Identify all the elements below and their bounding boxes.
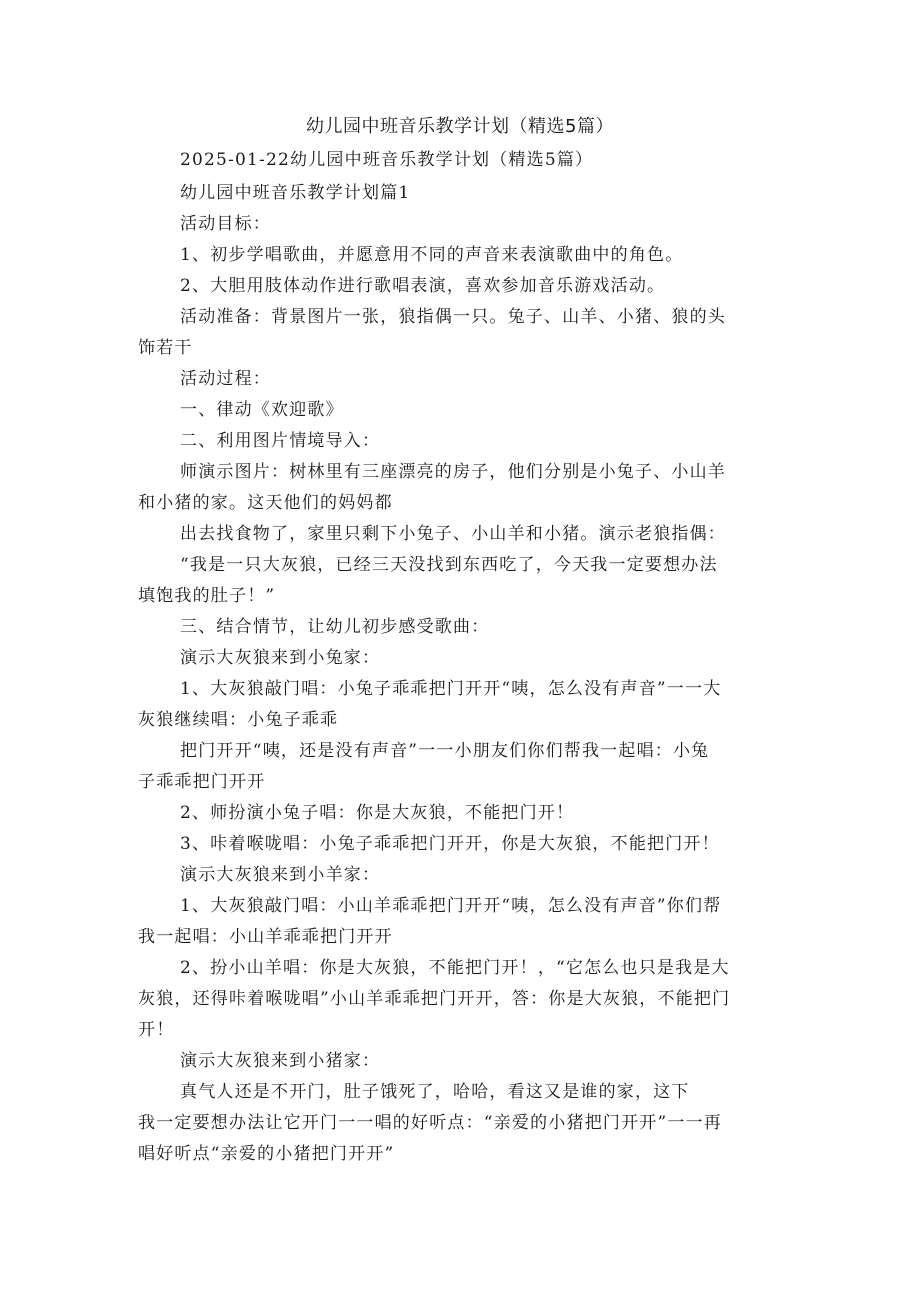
- paragraph-line: 三、结合情节，让幼儿初步感受歌曲：: [180, 617, 490, 637]
- paragraph-line: 2、大胆用肢体动作进行歌唱表演，喜欢参加音乐游戏活动。: [180, 276, 666, 296]
- paragraph-line: 活动准备：背景图片一张，狼指偶一只。兔子、山羊、小猪、狼的头: [180, 307, 726, 327]
- paragraph-line: 灰狼继续唱：小兔子乖乖: [138, 710, 339, 730]
- paragraph-line: 1、初步学唱歌曲，并愿意用不同的声音来表演歌曲中的角色。: [180, 245, 684, 265]
- paragraph-line: 1、大灰狼敲门唱：小山羊乖乖把门开开“咦，怎么没有声音”你们帮: [180, 896, 722, 916]
- paragraph-line: 出去找食物了，家里只剩下小兔子、小山羊和小猪。演示老狼指偶：: [180, 524, 726, 544]
- paragraph-line: 把门开开“咦，还是没有声音”一一小朋友们你们帮我一起唱：小兔: [180, 741, 710, 761]
- paragraph-line: 师演示图片：树林里有三座漂亮的房子，他们分别是小兔子、小山羊: [180, 462, 726, 482]
- paragraph-line: 唱好听点“亲爱的小猪把门开开”: [138, 1144, 395, 1164]
- paragraph-line: 灰狼，还得咔着喉咙唱”小山羊乖乖把门开开，答：你是大灰狼，不能把门: [138, 989, 731, 1009]
- paragraph-line: 二、利用图片情境导入：: [180, 431, 381, 451]
- paragraph-line: 演示大灰狼来到小猪家：: [180, 1051, 381, 1071]
- paragraph-line: 真气人还是不开门，肚子饿死了，哈哈，看这又是谁的家，这下: [180, 1082, 690, 1102]
- paragraph-line: 和小猪的家。这天他们的妈妈都: [138, 493, 393, 513]
- date-line: 2025-01-22幼儿园中班音乐教学计划（精选5篇）: [180, 150, 594, 170]
- paragraph-line: “我是一只大灰狼，已经三天没找到东西吃了，今天我一定要想办法: [180, 555, 718, 575]
- paragraph-line: 我一定要想办法让它开门一一唱的好听点：“亲爱的小猪把门开开”一一再: [138, 1113, 722, 1133]
- paragraph-line: 3、咔着喉咙唱：小兔子乖乖把门开开，你是大灰狼，不能把门开！: [180, 834, 720, 854]
- paragraph-line: 1、大灰狼敲门唱：小兔子乖乖把门开开“咦，怎么没有声音”一一大: [180, 679, 722, 699]
- paragraph-line: 2、扮小山羊唱：你是大灰狼，不能把门开！，“它怎么也只是我是大: [180, 958, 730, 978]
- paragraph-line: 演示大灰狼来到小羊家：: [180, 865, 381, 885]
- paragraph-line: 活动过程：: [180, 369, 271, 389]
- document-title: 幼儿园中班音乐教学计划（精选5篇）: [306, 116, 614, 137]
- paragraph-line: 饰若干: [138, 338, 193, 358]
- paragraph-line: 一、律动《欢迎歌》: [180, 400, 344, 420]
- paragraph-line: 开！: [138, 1020, 175, 1040]
- paragraph-line: 2、师扮演小兔子唱：你是大灰狼，不能把门开！: [180, 803, 575, 823]
- paragraph-line: 填饱我的肚子！”: [138, 586, 276, 606]
- paragraph-line: 活动目标：: [180, 214, 271, 234]
- section-heading: 幼儿园中班音乐教学计划篇1: [180, 183, 411, 203]
- paragraph-line: 演示大灰狼来到小兔家：: [180, 648, 381, 668]
- paragraph-line: 我一起唱：小山羊乖乖把门开开: [138, 927, 393, 947]
- paragraph-line: 子乖乖把门开开: [138, 772, 266, 792]
